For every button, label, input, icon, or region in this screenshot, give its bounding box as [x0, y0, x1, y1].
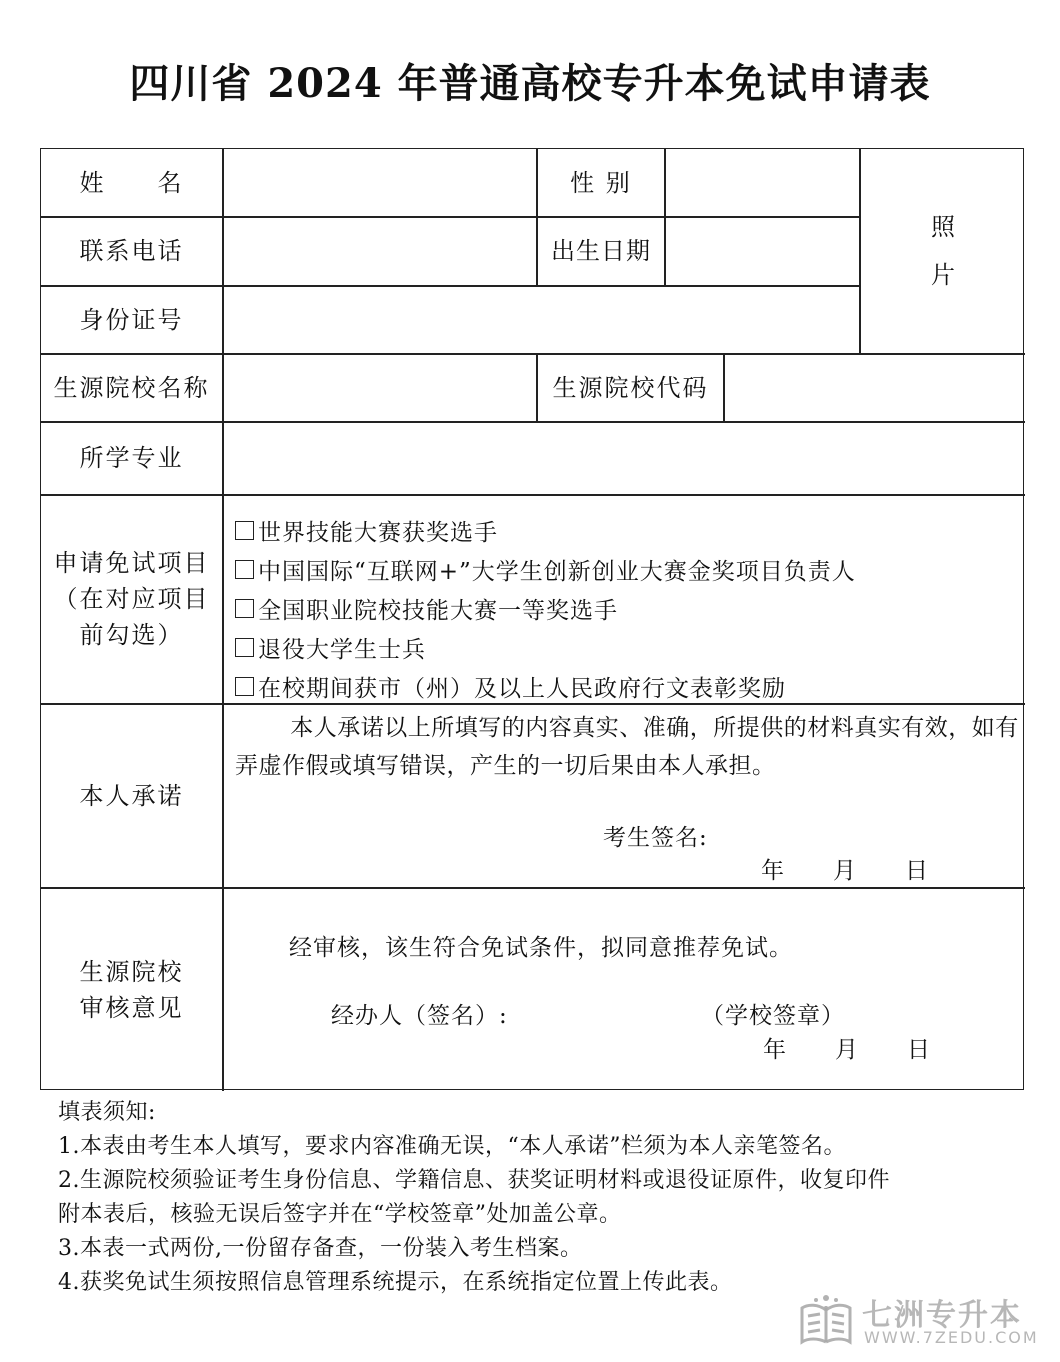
school-code-label: 生源院校代码 — [552, 373, 709, 402]
application-form — [40, 148, 1024, 1090]
instruction-item: 附本表后，核验无误后签字并在“学校签章”处加盖公章。 — [58, 1202, 622, 1227]
exempt-label-line-2: （在对应项目 — [53, 585, 210, 613]
instructions — [58, 1096, 1018, 1300]
option-label: 退役大学生士兵 — [258, 637, 426, 663]
option-government-award[interactable] — [235, 667, 1015, 706]
exempt-label-line-3: 前勾选） — [79, 621, 184, 649]
birth-date-field[interactable] — [666, 219, 857, 283]
book-logo-icon — [796, 1292, 856, 1352]
pledge-date: 年 月 日 — [761, 858, 929, 884]
photo-box[interactable] — [861, 149, 1025, 353]
phone-label: 联系电话 — [79, 237, 184, 265]
instruction-item: 4.获奖免试生须按照信息管理系统提示，在系统指定位置上传此表。 — [58, 1270, 733, 1295]
checkbox[interactable] — [235, 521, 254, 540]
instructions-heading: 填表须知: — [58, 1100, 156, 1125]
candidate-signature-field[interactable] — [721, 813, 1011, 847]
watermark — [796, 1290, 1046, 1356]
handler-signature-label: 经办人（签名）: — [331, 1003, 508, 1029]
name-field[interactable] — [224, 151, 534, 214]
checkbox[interactable] — [235, 677, 254, 696]
review-text: 经审核，该生符合免试条件，拟同意推荐免试。 — [289, 935, 793, 961]
option-label: 全国职业院校技能大赛一等奖选手 — [258, 598, 618, 624]
pledge-text: 本人承诺以上所填写的内容真实、准确，所提供的材料真实有效，如有弄虚作假或填写错误，产生的一切后果由本人承担。 — [235, 715, 1019, 779]
review-date: 年 月 日 — [763, 1037, 931, 1063]
option-internet-plus[interactable] — [235, 550, 1015, 589]
option-veteran[interactable] — [235, 628, 1015, 667]
exempt-label-line-1: 申请免试项目 — [53, 549, 210, 577]
school-name-label: 生源院校名称 — [53, 373, 210, 402]
id-number-label: 身份证号 — [79, 305, 184, 334]
review-label — [41, 888, 222, 1091]
instruction-item: 2.生源院校须验证考生身份信息、学籍信息、获奖证明材料或退役证原件，收复印件 — [58, 1168, 890, 1193]
option-national-vocational[interactable] — [235, 589, 1015, 628]
instruction-item: 1.本表由考生本人填写，要求内容准确无误，“本人承诺”栏须为本人亲笔签名。 — [58, 1134, 846, 1159]
option-label: 在校期间获市（州）及以上人民政府行文表彰奖励 — [258, 676, 786, 702]
review-label-line-1: 生源院校 — [79, 957, 184, 986]
option-label: 中国国际“互联网+”大学生创新创业大赛金奖项目负责人 — [258, 559, 856, 585]
option-world-skills[interactable] — [235, 511, 1015, 550]
review-label-line-2: 审核意见 — [79, 993, 184, 1022]
school-seal-label: （学校签章） — [701, 1003, 845, 1029]
phone-field[interactable] — [224, 219, 534, 283]
gender-field[interactable] — [666, 151, 857, 214]
page-title: 四川省 2024 年普通高校专升本免试申请表 — [129, 60, 931, 107]
candidate-signature-label: 考生签名: — [603, 825, 708, 851]
pledge-label: 本人承诺 — [79, 781, 184, 810]
photo-label-2: 片 — [931, 261, 955, 289]
school-code-field[interactable] — [725, 356, 1023, 419]
name-label: 姓 名 — [79, 168, 184, 197]
checkbox[interactable] — [235, 638, 254, 657]
major-field[interactable] — [224, 424, 1023, 492]
exempt-options — [235, 511, 1015, 706]
instruction-item: 3.本表一式两份,一份留存备查，一份装入考生档案。 — [58, 1236, 583, 1261]
exempt-items-label — [41, 495, 222, 703]
school-name-field[interactable] — [224, 356, 534, 419]
checkbox[interactable] — [235, 560, 254, 579]
watermark-brand: 七洲专升本 — [862, 1298, 1022, 1333]
checkbox[interactable] — [235, 599, 254, 618]
id-number-field[interactable] — [224, 288, 857, 351]
photo-label-1: 照 — [931, 213, 955, 241]
major-label: 所学专业 — [79, 444, 184, 472]
watermark-url: WWW.7ZEDU.COM — [864, 1328, 1039, 1347]
option-label: 世界技能大赛获奖选手 — [258, 520, 498, 546]
gender-label: 性 别 — [570, 168, 632, 197]
birth-date-label: 出生日期 — [551, 237, 651, 265]
